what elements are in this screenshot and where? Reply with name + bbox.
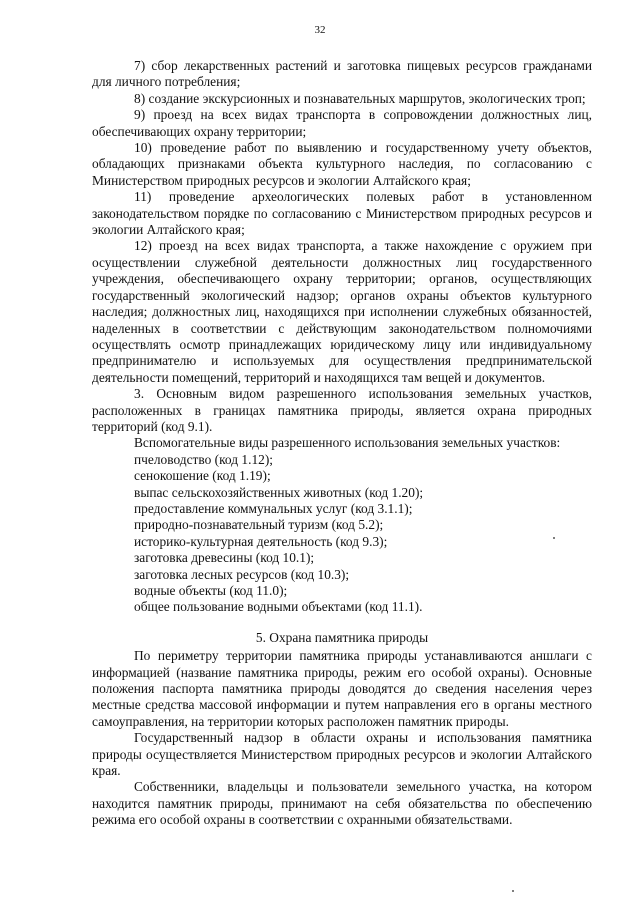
scan-speck [512,890,514,892]
paragraph-item-11: 11) проведение археологических полевых работ в установленном законодательством порядке по согласованию с Министерством природных ресурсов и экологии Алтайского края; [92,189,592,238]
section-5-paragraph-obligations: Собственники, владельцы и пользователи земельного участка, на котором находится памятник природы, принимают на себя обязательства по обеспечению режима его особой охраны в соответствии с охранными обязательствами. [92,779,592,828]
auxiliary-uses-title: Вспомогательные виды разрешенного использования земельных участков: [134,435,561,451]
auxiliary-uses-list [92,435,592,615]
auxiliary-use-item: историко-культурная деятельность (код 9.3); [134,533,388,549]
auxiliary-use-item: заготовка лесных ресурсов (код 10.3); [134,566,350,582]
auxiliary-use-item: общее пользование водными объектами (код 11.1). [134,599,423,615]
paragraph-clause-3: 3. Основным видом разрешенного использования земельных участков, расположенных в границах памятника природы, является охрана природных территорий (код 9.1). [92,386,592,434]
auxiliary-use-item: природно-познавательный туризм (код 5.2); [134,517,384,533]
auxiliary-use-item: сенокошение (код 1.19); [134,468,271,484]
paragraph-item-7: 7) сбор лекарственных растений и заготовка пищевых ресурсов гражданами для личного потребления; [92,58,592,90]
scan-speck [553,537,555,539]
auxiliary-use-item: заготовка древесины (код 10.1); [134,550,315,566]
auxiliary-use-item: предоставление коммунальных услуг (код 3.1.1); [134,500,413,516]
auxiliary-use-item: пчеловодство (код 1.12); [134,451,274,467]
section-5-paragraph-signs: По периметру территории памятника природы устанавливаются аншлаги с информацией (название памятника природы, режим его особой охраны). Основные положения паспорта памятника природы доводятся до сведения населения через местные средства массовой информации и путем направления его в органы местного самоуправления, на территории которых расположен памятник природы. [92,648,592,729]
paragraph-item-9: 9) проезд на всех видах транспорта в сопровождении должностных лиц, обеспечивающих охрану территории; [92,107,592,139]
section-5-paragraph-supervision: Государственный надзор в области охраны и использования памятника природы осуществляется Министерством природных ресурсов и экологии Алтайского края. [92,730,592,779]
section-5-title: 5. Охрана памятника природы [255,629,429,645]
page-number: 32 [314,24,326,36]
paragraph-item-10: 10) проведение работ по выявлению и государственному учету объектов, обладающих признаками объекта культурного наследия, по согласованию с Министерством природных ресурсов и экологии Алтайского края; [92,140,592,188]
document-body [92,58,592,829]
paragraph-item-8: 8) создание экскурсионных и познавательных маршрутов, экологических троп; [134,90,586,106]
paragraph-item-12: 12) проезд на всех видах транспорта, а также нахождение с оружием при осуществлении служебной деятельности должностных лиц государственного учреждения, обеспечивающего охрану территории; органов, осуществляющих государственный экологический надзор; органов охраны объектов культурного наследия; должностных лиц, находящихся при исполнении служебных обязанностей, наделенных в соответствии с действующим законодательством полномочиями осуществлять осмотр принадлежащих юридическому лицу или индивидуальному предпринимателю и используемых для осуществления предпринимательской деятельности помещений, территорий и находящихся там вещей и документов. [92,238,592,385]
auxiliary-use-item: водные объекты (код 11.0); [134,583,288,598]
auxiliary-use-item: выпас сельскохозяйственных животных (код 1.20); [134,484,424,500]
